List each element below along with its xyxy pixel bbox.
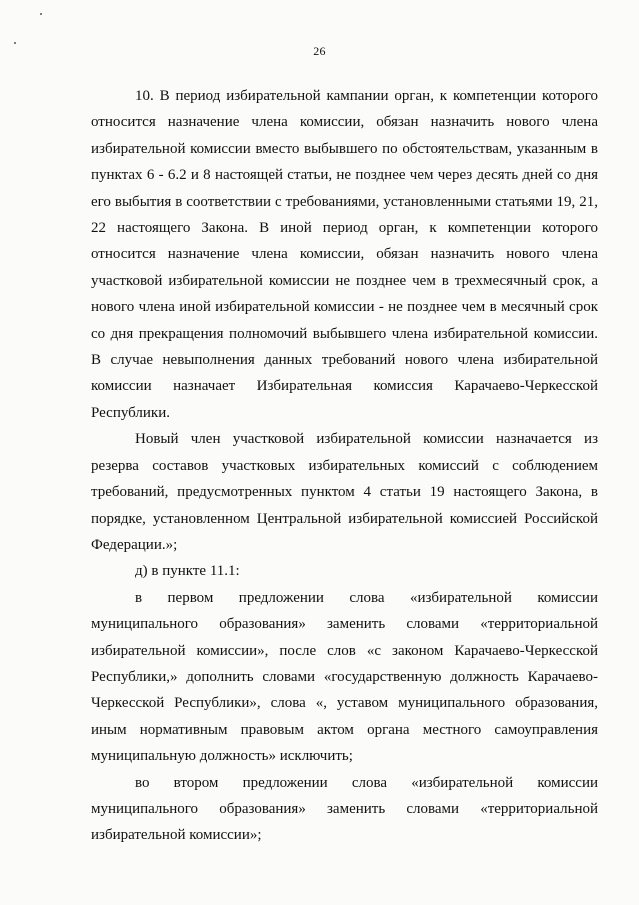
scan-speck-mark [40, 13, 42, 15]
paragraph-second-sentence: во втором предложении слова «избирательной комиссии муниципального образования» заменить словами «территориальной избирательной комиссии»; [91, 774, 598, 844]
page-number: 26 [313, 44, 326, 58]
paragraph-item-10: 10. В период избирательной кампании орган, к компетенции которого относится назначение члена комиссии, обязан назначить нового члена избирательной комиссии вместо выбывшего по обстоятельствам, указанным в пунктах 6 - 6.2 и 8 настоящей статьи, не позднее чем через десять дней со дня его выбытия в соответствии с требованиями, установленными статьями 19, 21, 22 настоящего Закона. В иной период орган, к компетенции которого относится назначение члена комиссии, обязан назначить нового члена участковой избирательной комиссии не позднее чем в трехмесячный срок, а нового члена иной избирательной комиссии - не позднее чем в месячный срок со дня прекращения полномочий выбывшего члена избирательной комиссии. В случае невыполнения данных требований нового члена избирательной комиссии назначает Избирательная комиссия Карачаево-Черкесской Республики. [91, 88, 598, 421]
paragraph-subitem-d: д) в пункте 11.1: [135, 563, 240, 580]
document-body [91, 83, 598, 849]
paragraph-first-sentence: в первом предложении слова «избирательной комиссии муниципального образования» заменить словами «территориальной избирательной комиссии», после слов «с законом Карачаево-Черкесской Республики,» дополнить словами «государственную должность Карачаево-Черкесской Республики», слова «, уставом муниципального образования, иным нормативным правовым актом органа местного самоуправления муниципальную должность» исключить; [91, 589, 598, 765]
paragraph-new-member: Новый член участковой избирательной комиссии назначается из резерва составов участковых избирательных комиссий с соблюдением требований, предусмотренных пунктом 4 статьи 19 настоящего Закона, в порядке, установленном Центральной избирательной комиссией Российской Федерации.»; [91, 431, 598, 553]
